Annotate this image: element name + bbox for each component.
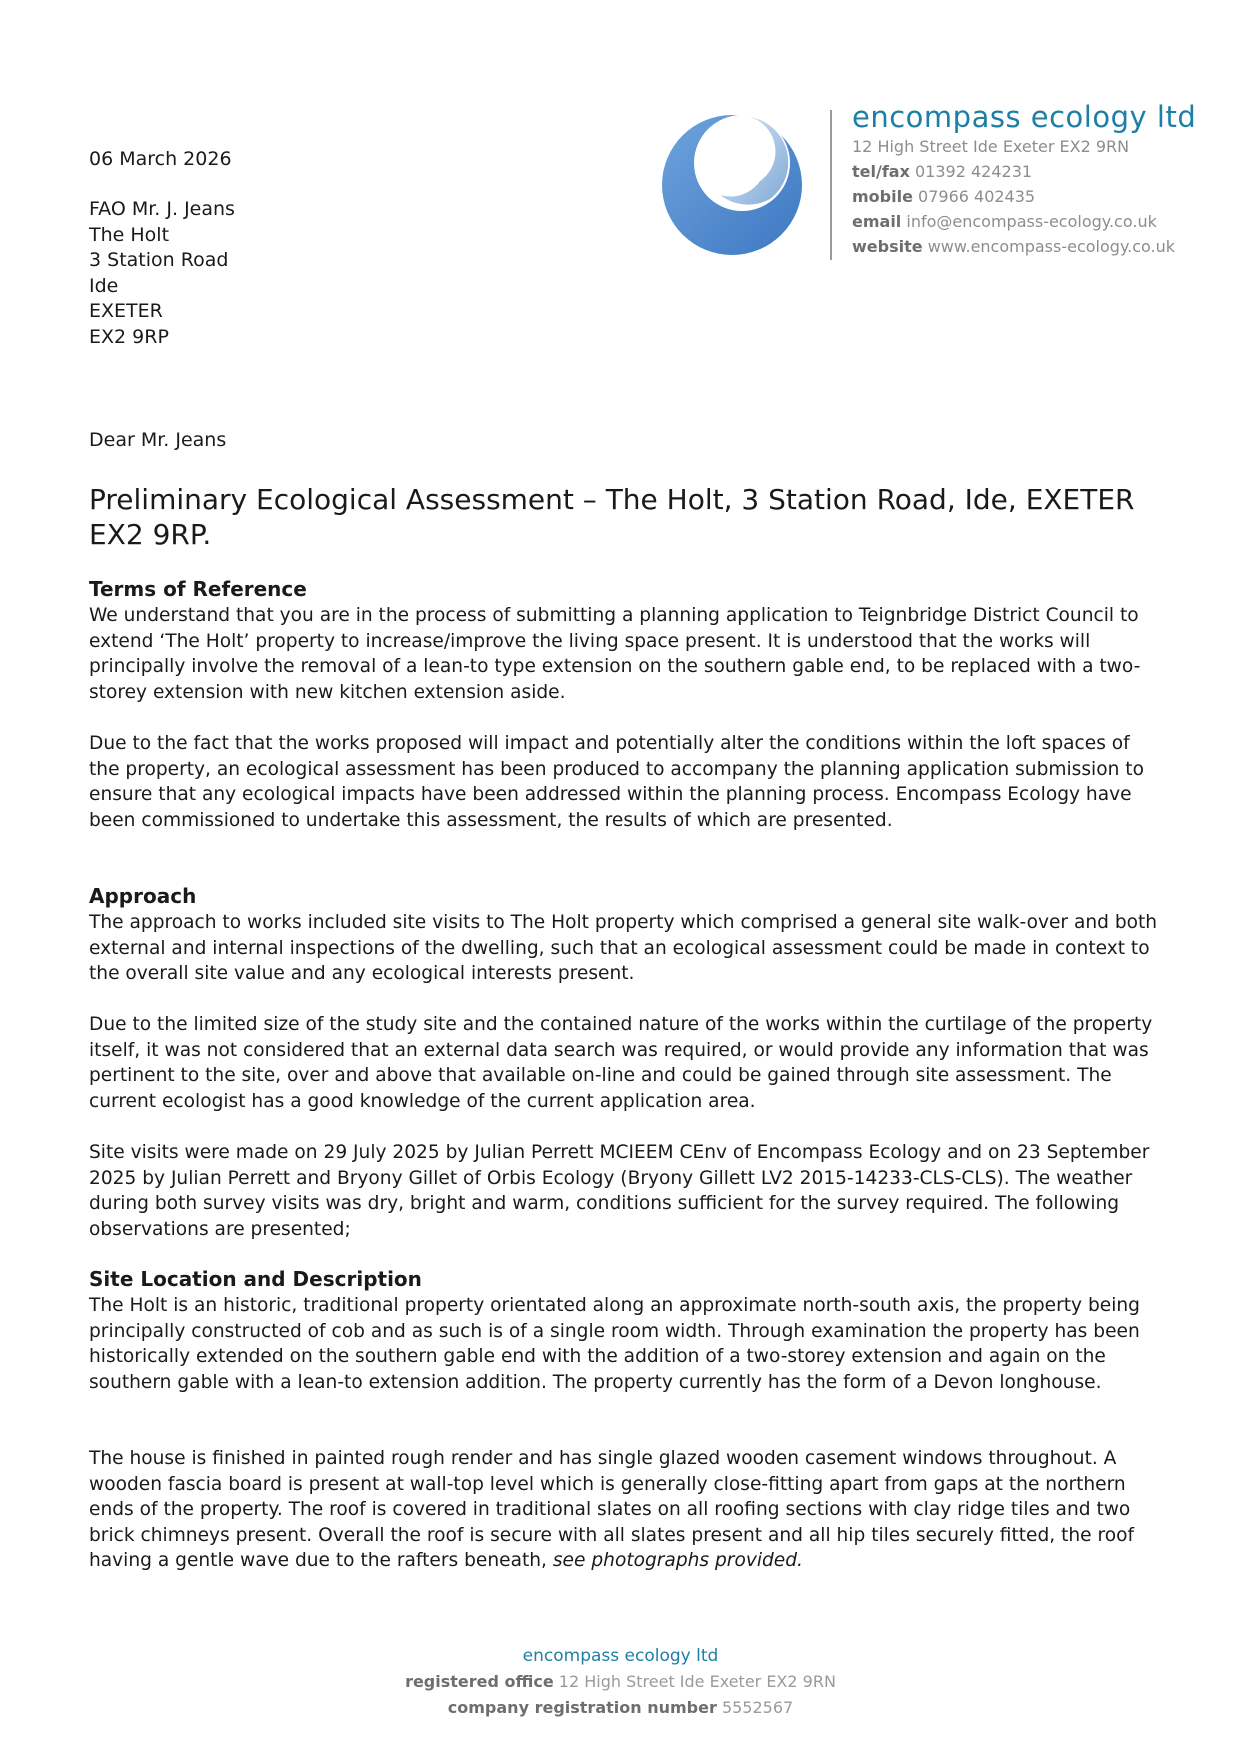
website-label: website	[852, 237, 923, 256]
paragraph: We understand that you are in the process of submitting a planning application to Teignbridge District Council to extend ‘The Holt’ property to increase/improve the living space present. It is understood that the works will principally involve the removal of a lean-to type extension on the southern gable end, to be replaced with a two-storey extension with new kitchen extension aside.	[89, 605, 1141, 703]
paragraph: The approach to works included site visits to The Holt property which comprised a general site walk-over and both external and internal inspections of the dwelling, such that an ecological assessment could be made in context to the overall site value and any ecological interests present.	[89, 912, 1158, 984]
tel-value: 01392 424231	[915, 162, 1033, 181]
recipient-line: EX2 9RP	[89, 325, 169, 348]
email-label: email	[852, 212, 902, 231]
paragraph: Due to the fact that the works proposed will impact and potentially alter the conditions within the loft spaces of the property, an ecological assessment has been produced to accompany the planning application submission to ensure that any ecological impacts have been addressed within the planning process. Encompass Ecology have been commissioned to undertake this assessment, the results of which are presented.	[89, 733, 1144, 831]
salutation: Dear Mr. Jeans	[89, 429, 227, 451]
company-address: 12 High Street Ide Exeter EX2 9RN	[852, 137, 1130, 156]
paragraph-text: The house is finished in painted rough render and has single glazed wooden casement windows throughout. A wooden fascia board is present at wall-top level which is generally close-fitting apart from gaps at the northern ends of the property. The roof is covered in traditional slates on all roofing sections with clay ridge tiles and two brick chimneys present. Overall the roof is secure with all slates present and all hip tiles securely fitted, the roof having a gentle wave due to the rafters beneath,	[89, 1448, 1135, 1571]
paragraph-italic-text: see photographs provided.	[552, 1550, 803, 1571]
mobile-value: 07966 402435	[918, 187, 1036, 206]
letter-title: Preliminary Ecological Assessment – The Holt, 3 Station Road, Ide, EXETER EX2 9RP.	[89, 483, 1135, 551]
footer-registered-office	[0, 1672, 1241, 1691]
section-heading-terms: Terms of Reference	[89, 577, 307, 601]
website-line	[852, 237, 1175, 256]
letterhead-divider	[830, 110, 832, 260]
paragraph	[89, 1446, 1159, 1574]
footer-reg-value: 5552567	[721, 1698, 794, 1717]
letter-date: 06 March 2026	[89, 148, 232, 170]
recipient-line: Ide	[89, 274, 119, 297]
tel-label: tel/fax	[852, 162, 910, 181]
email-value[interactable]: info@encompass-ecology.co.uk	[906, 212, 1157, 231]
swirl-circle-logo-icon	[660, 107, 806, 257]
website-value[interactable]: www.encompass-ecology.co.uk	[927, 237, 1176, 256]
paragraph: Site visits were made on 29 July 2025 by Julian Perrett MCIEEM CEnv of Encompass Ecology and on 23 September 2025 by Julian Perrett and Bryony Gillet of Orbis Ecology (Bryony Gillett LV2 2015-14233-CLS-CLS). The weather during both survey visits was dry, bright and warm, conditions sufficient for the survey required. The following observations are presented;	[89, 1142, 1150, 1240]
paragraph: The Holt is an historic, traditional property orientated along an approximate north-south axis, the property being principally constructed of cob and as such is of a single room width. Through examination the property has been historically extended on the southern gable end with the addition of a two-storey extension and again on the southern gable with a lean-to extension addition. The property currently has the form of a Devon longhouse.	[89, 1295, 1140, 1393]
section-heading-approach: Approach	[89, 884, 197, 908]
recipient-line: EXETER	[89, 300, 163, 322]
footer-office-value: 12 High Street Ide Exeter EX2 9RN	[558, 1672, 836, 1691]
recipient-line: The Holt	[89, 223, 170, 246]
footer-reg-label: company registration number	[447, 1698, 717, 1717]
company-name: encompass ecology ltd	[852, 100, 1197, 134]
recipient-line: FAO Mr. J. Jeans	[89, 198, 235, 220]
footer-company-name: encompass ecology ltd	[522, 1646, 719, 1666]
email-line	[852, 212, 1157, 231]
recipient-line: 3 Station Road	[89, 249, 229, 271]
footer-office-label: registered office	[405, 1672, 554, 1691]
paragraph: Due to the limited size of the study site and the contained nature of the works within the curtilage of the property itself, it was not considered that an external data search was required, or would provide any information that was pertinent to the site, over and above that available on-line and could be gained through site assessment. The current ecologist has a good knowledge of the current application area.	[89, 1014, 1153, 1112]
mobile-line	[852, 187, 1035, 206]
tel-line	[852, 162, 1032, 181]
footer-registration	[0, 1698, 1241, 1717]
recipient-address	[89, 197, 235, 350]
mobile-label: mobile	[852, 187, 913, 206]
section-heading-site: Site Location and Description	[89, 1267, 422, 1291]
